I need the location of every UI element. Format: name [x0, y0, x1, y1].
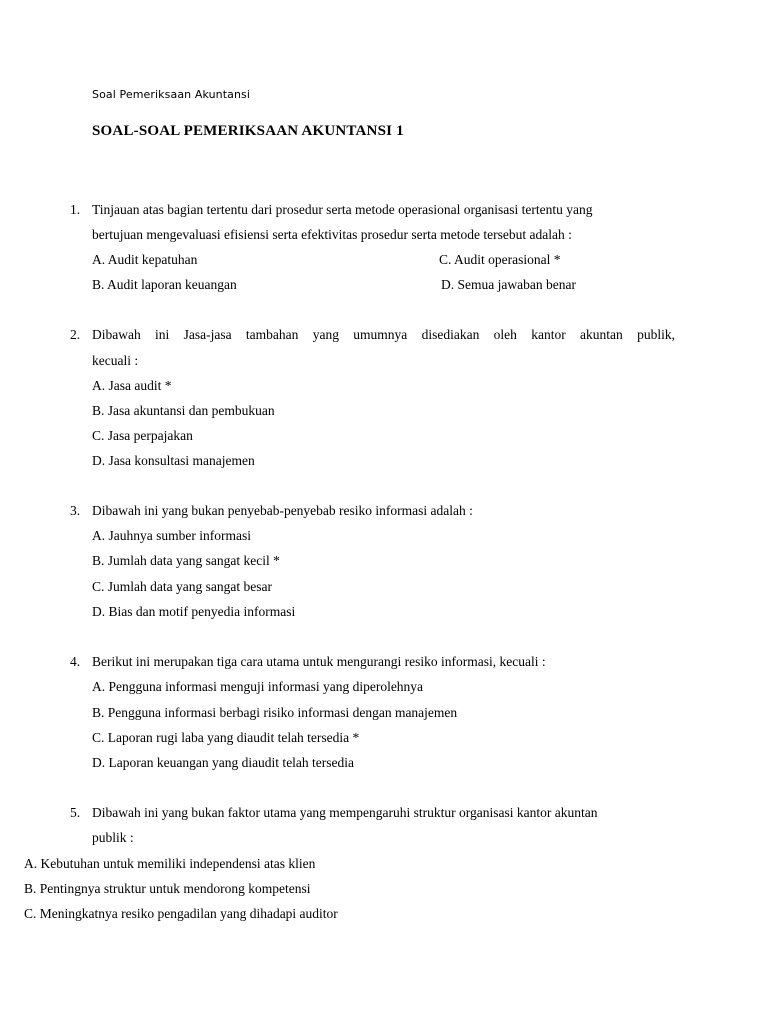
question-5-text-line-2: publik :: [92, 830, 134, 845]
question-2-text-line-1: Dibawah ini Jasa-jasa tambahan yang umumnya disediakan oleh kantor akuntan publik,: [92, 327, 675, 342]
question-3-option-c: C. Jumlah data yang sangat besar: [92, 579, 272, 594]
question-3-option-d: D. Bias dan motif penyedia informasi: [92, 604, 296, 619]
question-1-option-b: B. Audit laporan keuangan: [92, 277, 237, 292]
question-5-option-a: A. Kebutuhan untuk memiliki independensi atas klien: [24, 856, 316, 871]
question-4-option-a: A. Pengguna informasi menguji informasi yang diperolehnya: [92, 679, 424, 694]
question-2-option-c: C. Jasa perpajakan: [92, 428, 193, 443]
question-5-text-line-1: Dibawah ini yang bukan faktor utama yang mempengaruhi struktur organisasi kantor akuntan: [92, 805, 598, 820]
question-5-option-c: C. Meningkatnya resiko pengadilan yang dihadapi auditor: [24, 906, 338, 921]
question-1-option-d: D. Semua jawaban benar: [441, 277, 576, 292]
question-1-text-line-2: bertujuan mengevaluasi efisiensi serta efektivitas prosedur serta metode tersebut adalah :: [92, 227, 572, 242]
question-3-option-a: A. Jauhnya sumber informasi: [92, 528, 251, 543]
question-2-option-d: D. Jasa konsultasi manajemen: [92, 453, 255, 468]
question-4-option-c: C. Laporan rugi laba yang diaudit telah tersedia *: [92, 730, 360, 745]
question-2-number: 2.: [70, 327, 81, 342]
question-4-option-b: B. Pengguna informasi berbagi risiko informasi dengan manajemen: [92, 705, 458, 720]
question-1-option-c: C. Audit operasional *: [439, 252, 561, 267]
page-header: Soal Pemeriksaan Akuntansi: [92, 88, 251, 101]
question-2-option-a: A. Jasa audit *: [92, 378, 172, 393]
question-1-number: 1.: [70, 202, 81, 217]
page-title: SOAL-SOAL PEMERIKSAAN AKUNTANSI 1: [92, 123, 404, 139]
question-4-text-line-1: Berikut ini merupakan tiga cara utama untuk mengurangi resiko informasi, kecuali :: [92, 654, 546, 669]
question-1-text-line-1: Tinjauan atas bagian tertentu dari prosedur serta metode operasional organisasi tertentu yang: [92, 202, 593, 217]
question-2-option-b: B. Jasa akuntansi dan pembukuan: [92, 403, 275, 418]
question-3-number: 3.: [70, 503, 81, 518]
question-3-option-b: B. Jumlah data yang sangat kecil *: [92, 553, 280, 568]
question-2-text-line-2: kecuali :: [92, 353, 139, 368]
question-5-option-b: B. Pentingnya struktur untuk mendorong kompetensi: [24, 881, 311, 896]
question-3-text-line-1: Dibawah ini yang bukan penyebab-penyebab resiko informasi adalah :: [92, 503, 473, 518]
question-4-option-d: D. Laporan keuangan yang diaudit telah tersedia: [92, 755, 355, 770]
question-5-number: 5.: [70, 805, 81, 820]
question-4-number: 4.: [70, 654, 81, 669]
question-1-option-a: A. Audit kepatuhan: [92, 252, 198, 267]
